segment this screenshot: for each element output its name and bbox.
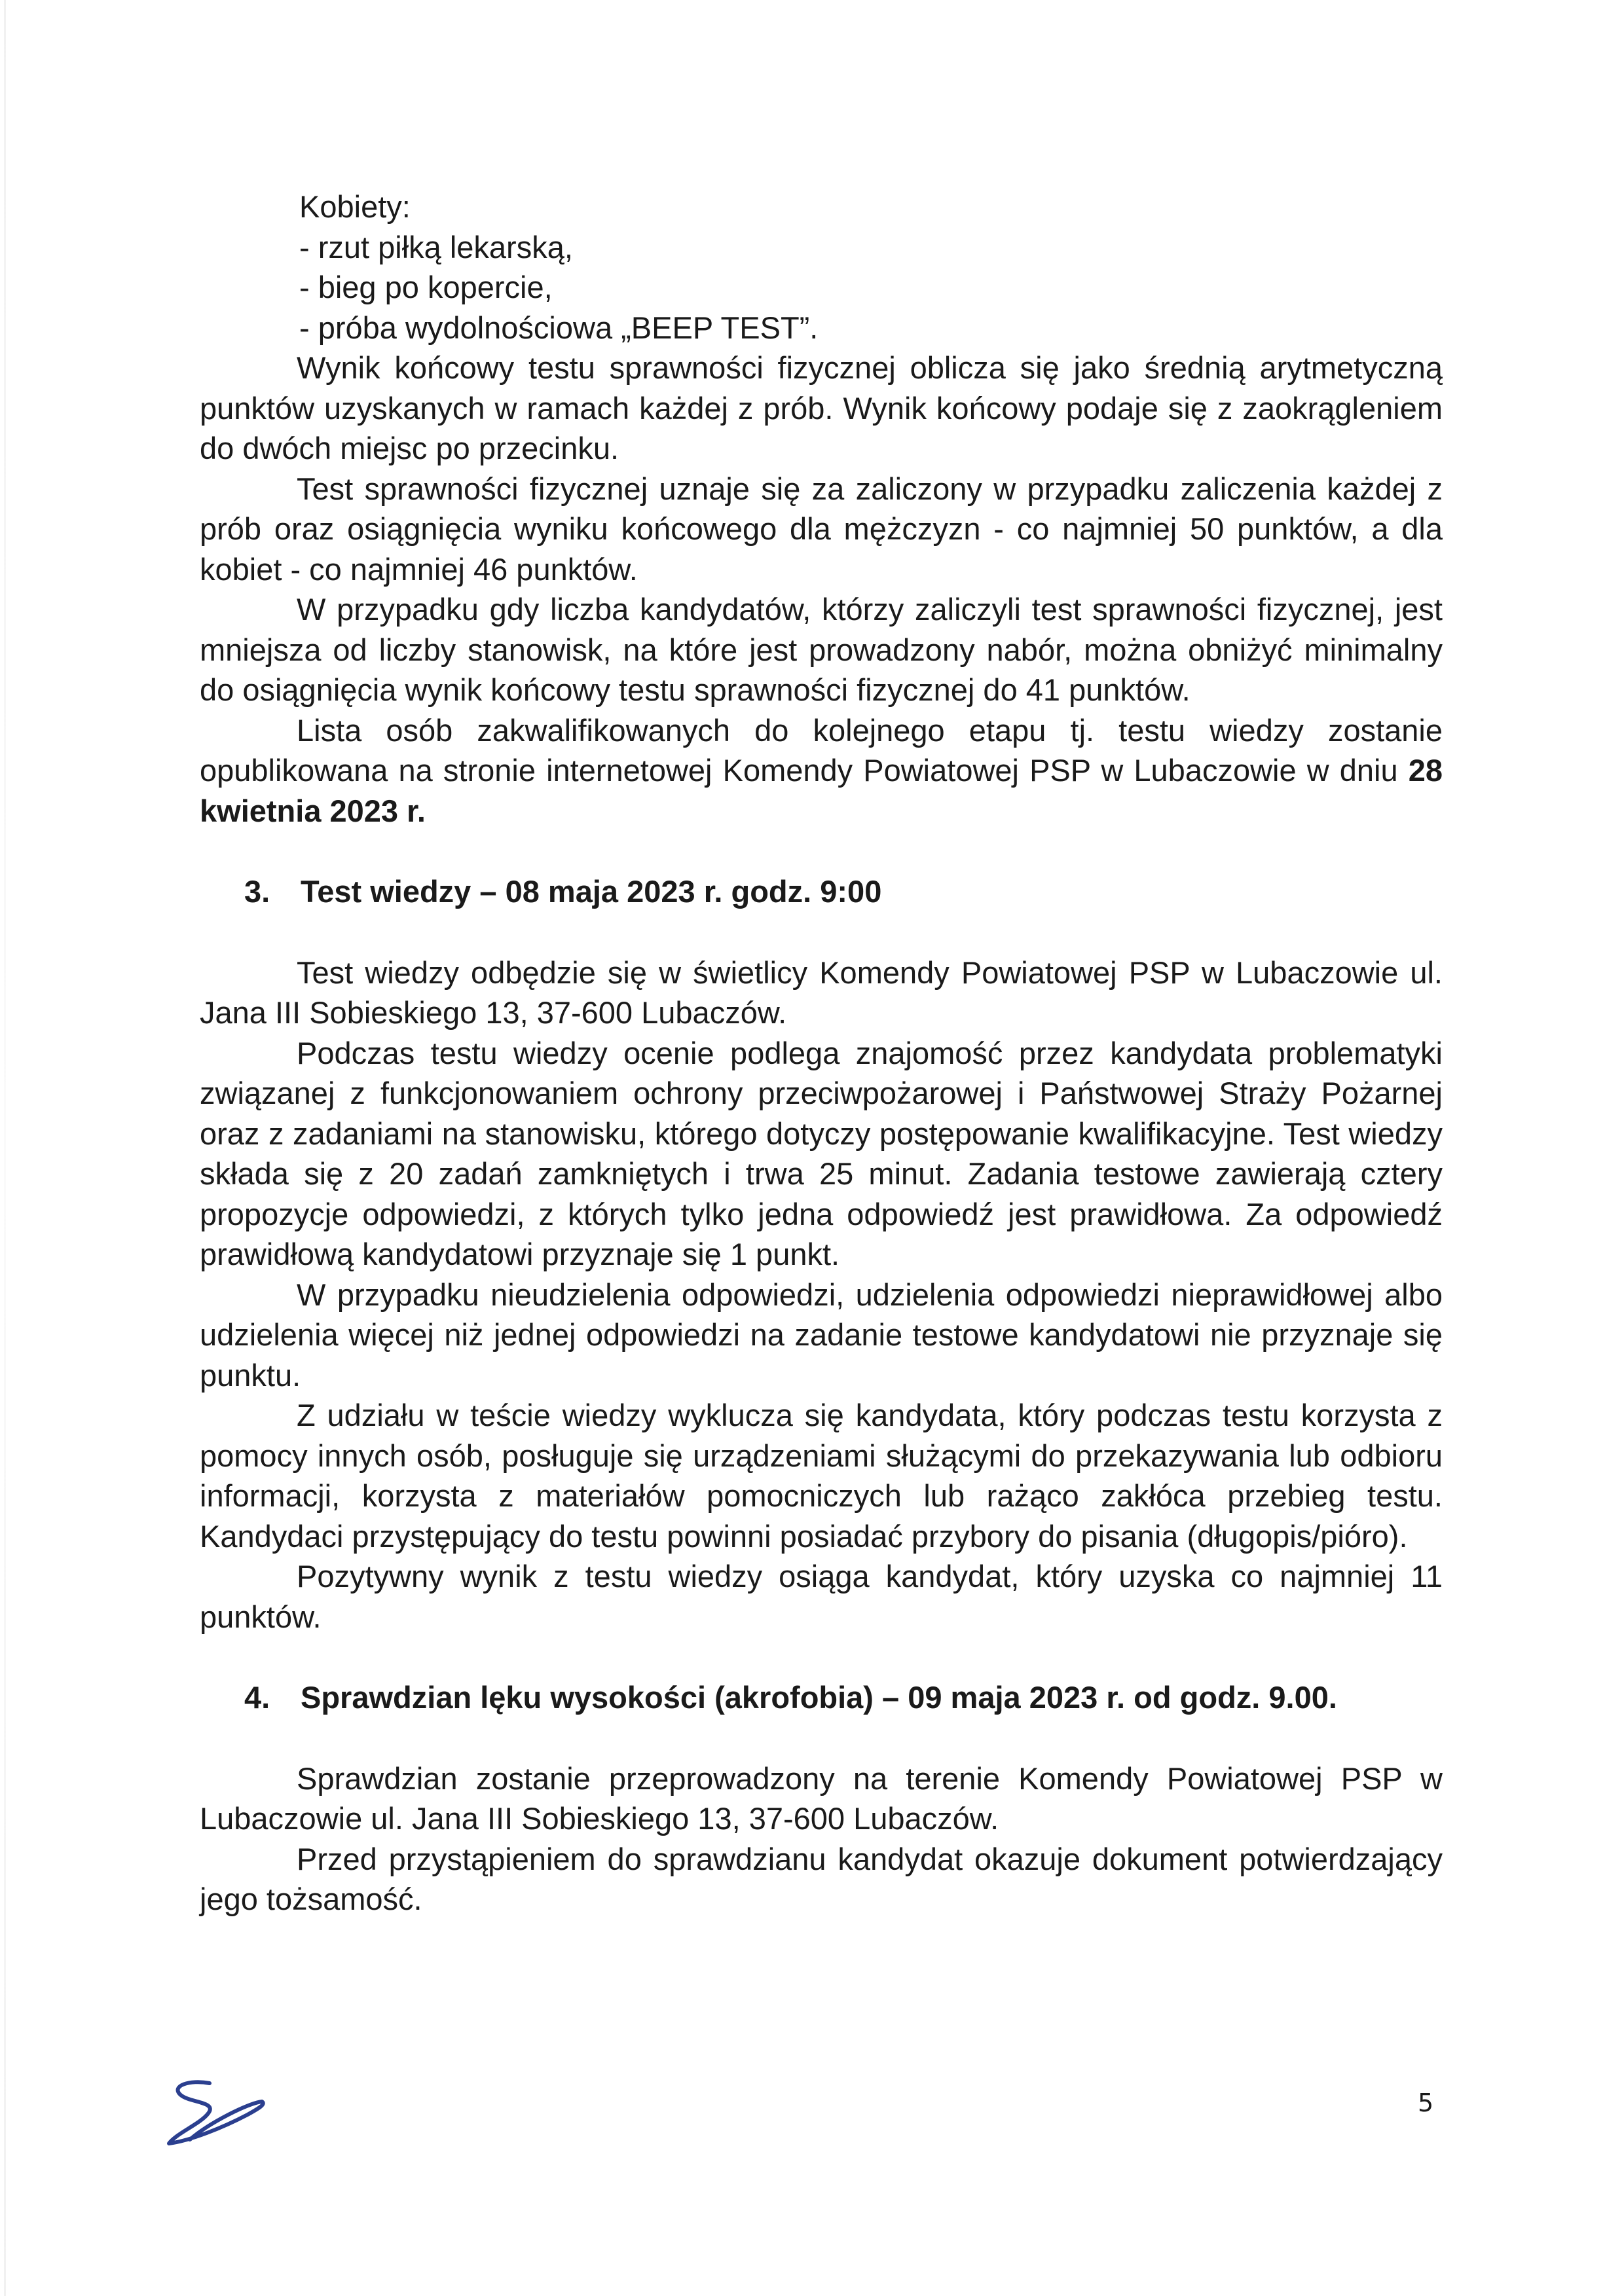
women-label: Kobiety:: [299, 189, 411, 224]
section-3-number: 3.: [244, 874, 270, 909]
signature-icon: [164, 2075, 268, 2147]
section-3-paragraph: Test wiedzy odbędzie się w świetlicy Komendy Powiatowej PSP w Lubaczowie ul. Jana III Sobieskiego 13, 37-600 Lubaczów.: [200, 955, 1443, 1030]
women-test-item: - próba wydolnościowa „BEEP TEST”.: [299, 310, 819, 345]
section-3-paragraph: Pozytywny wynik z testu wiedzy osiąga kandydat, który uzyska co najmniej 11 punktów.: [200, 1559, 1443, 1634]
document-body: [200, 187, 1443, 1920]
women-test-item: - bieg po kopercie,: [299, 270, 553, 304]
section-4-paragraph: Przed przystąpieniem do sprawdzianu kandydat okazuje dokument potwierdzający jego tożsamość.: [200, 1841, 1443, 1916]
qualified-list-text: Lista osób zakwalifikowanych do kolejnego etapu tj. testu wiedzy zostanie opublikowana na stronie internetowej Komendy Powiatowej PSP w Lubaczowie w dniu: [200, 712, 1443, 788]
scan-edge: [4, 0, 6, 2296]
women-test-item: - rzut piłką lekarską,: [299, 229, 573, 264]
section-3-paragraph: Z udziału w teście wiedzy wyklucza się kandydata, który podczas testu korzysta z pomocy innych osób, posługuje się urządzeniami służącymi do przekazywania lub odbioru informacji, korzysta z materiałów pomocniczych lub rażąco zakłóca przebieg testu. Kandydaci przystępujący do testu powinni posiadać przybory do pisania (długopis/pióro).: [200, 1398, 1443, 1554]
section-3-paragraph: Podczas testu wiedzy ocenie podlega znajomość przez kandydata problematyki związanej z funkcjonowaniem ochrony przeciwpożarowej i Państwowej Straży Pożarnej oraz z zadaniami na stanowisku, którego dotyczy postępowanie kwalifikacyjne. Test wiedzy składa się z 20 zadań zamkniętych i trwa 25 minut. Zadania testowe zawierają cztery propozycje odpowiedzi, z których tylko jedna odpowiedź jest prawidłowa. Za odpowiedź prawidłową kandydatowi przyznaje się 1 punkt.: [200, 1035, 1443, 1271]
section-4-heading: [200, 1677, 1443, 1718]
section-3-paragraph: W przypadku nieudzielenia odpowiedzi, udzielenia odpowiedzi nieprawidłowej albo udzielenia więcej niż jednej odpowiedzi na zadanie testowe kandydatowi nie przyznaje się punktu.: [200, 1277, 1443, 1393]
paragraph-pass-criteria: Test sprawności fizycznej uznaje się za zaliczony w przypadku zaliczenia każdej z prób oraz osiągnięcia wyniku końcowego dla mężczyzn - co najmniej 50 punktów, a dla kobiet - co najmniej 46 punktów.: [200, 471, 1443, 587]
section-3-heading: [200, 871, 1443, 912]
section-4-title: Sprawdzian lęku wysokości (akrofobia) – 09 maja 2023 r. od godz. 9.00.: [301, 1680, 1337, 1715]
page-number: 5: [1418, 2088, 1434, 2117]
qualified-list-date: 28 kwietnia 2023 r.: [200, 753, 1443, 828]
section-3-title: Test wiedzy – 08 maja 2023 r. godz. 9:00: [301, 874, 882, 909]
paragraph-qualified-list: [200, 710, 1443, 831]
section-4-paragraph: Sprawdzian zostanie przeprowadzony na terenie Komendy Powiatowej PSP w Lubaczowie ul. Jana III Sobieskiego 13, 37-600 Lubaczów.: [200, 1760, 1443, 1836]
section-4-number: 4.: [244, 1680, 270, 1715]
paragraph-final-score: Wynik końcowy testu sprawności fizycznej oblicza się jako średnią arytmetyczną punktów uzyskanych w ramach każdej z prób. Wynik końcowy podaje się z zaokrągleniem do dwóch miejsc po przecinku.: [200, 350, 1443, 465]
paragraph-lower-minimum: W przypadku gdy liczba kandydatów, którzy zaliczyli test sprawności fizycznej, jest mniejsza od liczby stanowisk, na które jest prowadzony nabór, można obniżyć minimalny do osiągnięcia wynik końcowy testu sprawności fizycznej do 41 punktów.: [200, 592, 1443, 707]
